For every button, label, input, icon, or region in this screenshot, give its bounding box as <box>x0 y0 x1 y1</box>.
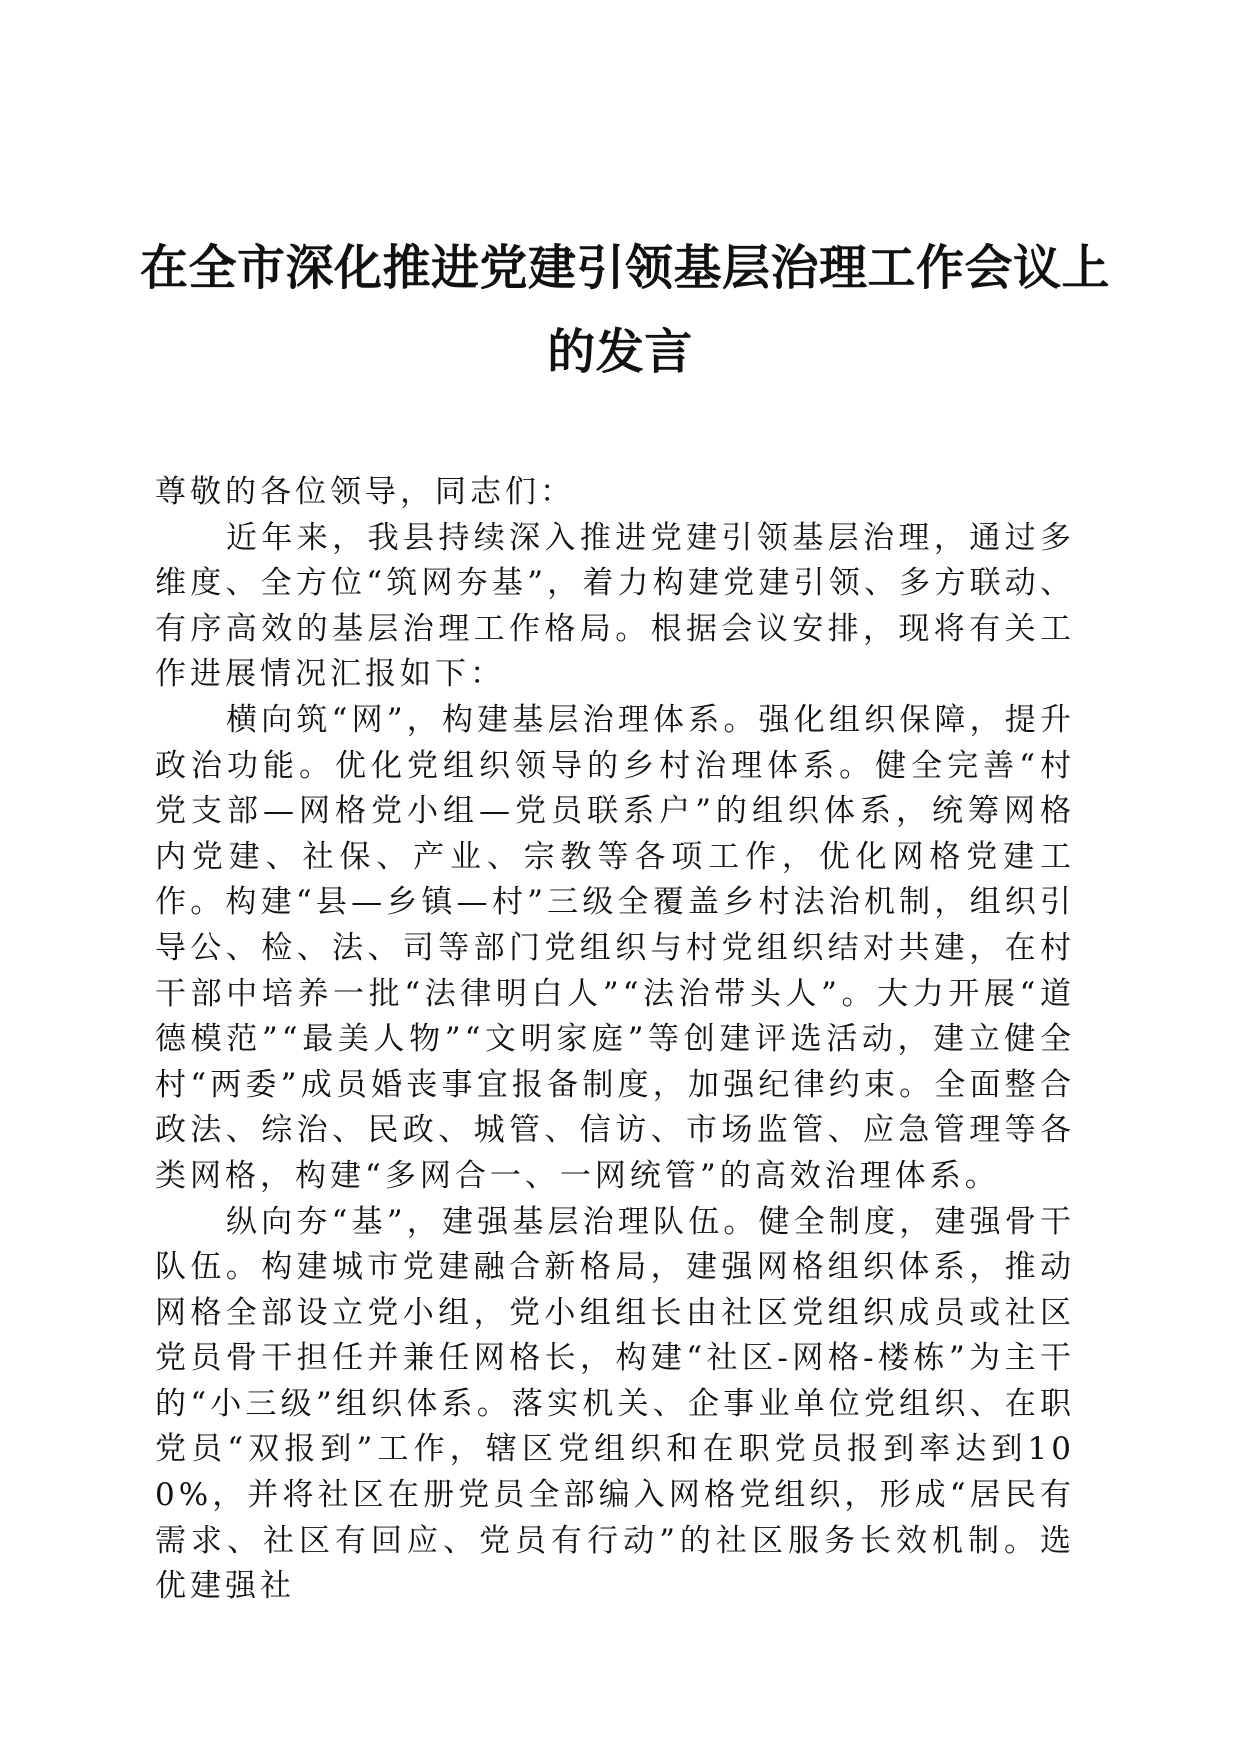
document-body <box>155 470 1075 1610</box>
document-title <box>140 226 1111 394</box>
paragraph-horizontal-network: 横向筑“网”，构建基层治理体系。强化组织保障，提升政治功能。优化党组织领导的乡村治理体系。健全完善“村党支部—网格党小组—党员联系户”的组织体系，统筹网格内党建、社保、产业、宗教等各项工作，优化网格党建工作。构建“县—乡镇—村”三级全覆盖乡村法治机制，组织引导公、检、法、司等部门党组织与村党组织结对共建，在村干部中培养一批“法律明白人”“法治带头人”。大力开展“道德模范”“最美人物”“文明家庭”等创建评选活动，建立健全村“两委”成员婚丧事宜报备制度，加强纪律约束。全面整合政法、综治、民政、城管、信访、市场监管、应急管理等各类网格，构建“多网合一、一网统管”的高效治理体系。 <box>155 701 1075 1194</box>
salutation: 尊敬的各位领导，同志们： <box>155 474 575 510</box>
paragraph-vertical-foundation: 纵向夯“基”，建强基层治理队伍。健全制度，建强骨干队伍。构建城市党建融合新格局，建强网格组织体系，推动网格全部设立党小组，党小组组长由社区党组织成员或社区党员骨干担任并兼任网格长，构建“社区-网格-楼栋”为主干的“小三级”组织体系。落实机关、企事业单位党组织、在职党员“双报到”工作，辖区党组织和在职党员报到率达到100%，并将社区在册党员全部编入网格党组织，形成“居民有需求、社区有回应、党员有行动”的社区服务长效机制。选优建强社 <box>155 1203 1075 1605</box>
title-line-1: 在全市深化推进党建引领基层治理工作会议上 <box>140 240 1111 296</box>
paragraph-intro: 近年来，我县持续深入推进党建引领基层治理，通过多维度、全方位“筑网夯基”，着力构建党建引领、多方联动、有序高效的基层治理工作格局。根据会议安排，现将有关工作进展情况汇报如下： <box>155 519 1075 693</box>
title-line-2: 的发言 <box>547 324 693 380</box>
